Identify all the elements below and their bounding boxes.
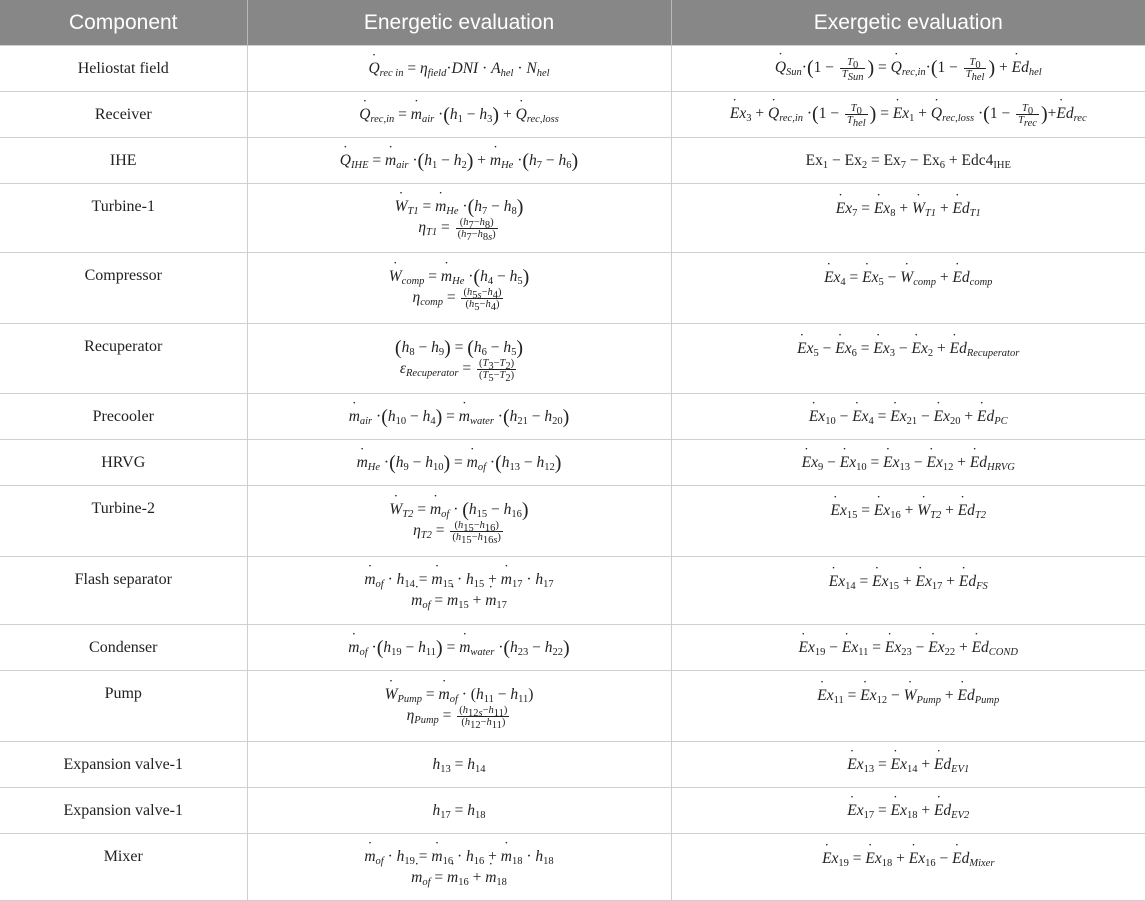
- energetic-equation: ˙ $Q_{rec in} = \eta_{field}\cdot DNI \cdot A_{hel} \cdot N_{hel}$: [247, 46, 671, 92]
- table-row: [0, 625, 1145, 671]
- component-name: Recuperator: [0, 324, 247, 394]
- component-name: HRVG: [0, 440, 247, 486]
- component-name: Turbine-2: [0, 486, 247, 557]
- table-row: [0, 486, 1145, 557]
- exergetic-equation: ˙ $Q_{Sun}\cdot(1$ − $\frac{T_0}{T_{Sun}}$ ) = ˙ $Q_{rec,in}\cdot(1$ − $\frac{T_0}{T_{hel}}$ ) + ˙ $Ed_{hel}$: [671, 46, 1145, 92]
- component-name: Condenser: [0, 625, 247, 671]
- energetic-equation: ˙ $m_{air} \cdot(h_{10} - h_4)$ = ˙ $m_{water} \cdot(h_{21} - h_{20})$: [247, 394, 671, 440]
- table-row: [0, 394, 1145, 440]
- energetic-equation: ˙ $W_{T1}$ = ˙ $m_{He} \cdot(h_7 - h_8)$ $\eta_{T1}$ = $\frac{(h_7-h_8)}{(h_7-h_{8s})}$: [247, 184, 671, 253]
- table-row: [0, 138, 1145, 184]
- table-row: [0, 184, 1145, 253]
- table-row: [0, 324, 1145, 394]
- energetic-equation: ˙ $Q_{rec,in}$ = ˙ $m_{air} \cdot(h_1 - h_3)$ + ˙ $Q_{rec,loss}$: [247, 92, 671, 138]
- component-name: Receiver: [0, 92, 247, 138]
- energetic-equation: ˙ $m_{of} \cdot h_{14}$ = ˙ $m_{15} \cdot h_{15}$ + ˙ $m_{17} \cdot h_{17}$ ˙ $m_{of}$ = ˙ $m_{15}$ + ˙ $m_{17}$: [247, 557, 671, 625]
- energetic-equation: ˙ $m_{of} \cdot(h_{19} - h_{11})$ = ˙ $m_{water} \cdot(h_{23} - h_{22})$: [247, 625, 671, 671]
- exergetic-equation: ˙ $Ex_{15}$ = ˙ $Ex_{16}$ + ˙ $W_{T2}$ + ˙ $Ed_{T2}$: [671, 486, 1145, 557]
- table-row: [0, 92, 1145, 138]
- component-name: Pump: [0, 671, 247, 742]
- energetic-equation: $(h_8 - h_9) = (h_6 - h_5)$ $\varepsilon_{Recuperator}$ = $\frac{(T_3-T_2)}{(T_5-T_2)}$: [247, 324, 671, 394]
- exergetic-equation: ˙ $Ex_7$ = ˙ $Ex_8$ + ˙ $W_{T1}$ + ˙ $Ed_{T1}$: [671, 184, 1145, 253]
- exergetic-equation: ˙ $Ex_4$ = ˙ $Ex_5$ − ˙ $W_{comp}$ + ˙ $Ed_{comp}$: [671, 253, 1145, 324]
- table-row: [0, 253, 1145, 324]
- exergetic-equation: ˙ $Ex_{19}$ − ˙ $Ex_{11}$ = ˙ $Ex_{23}$ − ˙ $Ex_{22}$ + ˙ $Ed_{COND}$: [671, 625, 1145, 671]
- energetic-equation: ˙ $m_{He} \cdot(h_9 - h_{10})$ = ˙ $m_{of} \cdot(h_{13} - h_{12})$: [247, 440, 671, 486]
- component-name: Expansion valve-1: [0, 788, 247, 834]
- energetic-equation: $h_{17} = h_{18}$: [247, 788, 671, 834]
- header-row: [0, 0, 1145, 46]
- header-energetic: Energetic evaluation: [247, 0, 671, 46]
- table-row: [0, 742, 1145, 788]
- header-exergetic: Exergetic evaluation: [671, 0, 1145, 46]
- exergetic-equation: ˙ $Ex_{11}$ = ˙ $Ex_{12}$ − ˙ $W_{Pump}$ + ˙ $Ed_{Pump}$: [671, 671, 1145, 742]
- energetic-equation: ˙ $m_{of} \cdot h_{19}$ = ˙ $m_{16} \cdot h_{16}$ + ˙ $m_{18} \cdot h_{18}$ ˙ $m_{of}$ = ˙ $m_{16}$ + ˙ $m_{18}$: [247, 834, 671, 901]
- energetic-equation: ˙ $W_{T2}$ = ˙ $m_{of} \cdot (h_{15} - h_{16})$ $\eta_{T2}$ = $\frac{(h_{15}-h_{16})}{(h_{15}-h_{16s})}$: [247, 486, 671, 557]
- exergetic-equation: $Ex_1 - Ex_2 = Ex_7 - Ex_6 + Edc4_{IHE}$: [671, 138, 1145, 184]
- energetic-equation: $h_{13} = h_{14}$: [247, 742, 671, 788]
- exergetic-equation: ˙ $Ex_{10}$ − ˙ $Ex_4$ = ˙ $Ex_{21}$ − ˙ $Ex_{20}$ + ˙ $Ed_{PC}$: [671, 394, 1145, 440]
- table-row: [0, 834, 1145, 901]
- component-name: Heliostat field: [0, 46, 247, 92]
- exergetic-equation: ˙ $Ex_{14}$ = ˙ $Ex_{15}$ + ˙ $Ex_{17}$ + ˙ $Ed_{FS}$: [671, 557, 1145, 625]
- component-name: Expansion valve-1: [0, 742, 247, 788]
- exergetic-equation: ˙ $Ex_{19}$ = ˙ $Ex_{18}$ + ˙ $Ex_{16}$ − ˙ $Ed_{Mixer}$: [671, 834, 1145, 901]
- component-name: Compressor: [0, 253, 247, 324]
- exergetic-equation: ˙ $Ex_{13}$ = ˙ $Ex_{14}$ + ˙ $Ed_{EV1}$: [671, 742, 1145, 788]
- component-name: IHE: [0, 138, 247, 184]
- exergetic-equation: ˙ $Ex_3$ + ˙ $Q_{rec,in} \cdot(1$ − $\frac{T_0}{T_{hel}}$ ) = ˙ $Ex_1$ + ˙ $Q_{rec,loss} \cdot(1$ − $\frac{T_0}{T_{rec}}$ )+˙ $Ed_{rec}$: [671, 92, 1145, 138]
- table-row: [0, 788, 1145, 834]
- component-name: Turbine-1: [0, 184, 247, 253]
- header-component: Component: [0, 0, 247, 46]
- component-name: Mixer: [0, 834, 247, 901]
- exergetic-equation: ˙ $Ex_5$ − ˙ $Ex_6$ = ˙ $Ex_3$ − ˙ $Ex_2$ + ˙ $Ed_{Recuperator}$: [671, 324, 1145, 394]
- table-row: [0, 440, 1145, 486]
- energetic-equation: ˙ $W_{comp}$ = ˙ $m_{He} \cdot(h_4 - h_5)$ $\eta_{comp}$ = $\frac{(h_{5s}-h_4)}{(h_5-h_4)}$: [247, 253, 671, 324]
- component-name: Flash separator: [0, 557, 247, 625]
- exergetic-equation: ˙ $Ex_{17}$ = ˙ $Ex_{18}$ + ˙ $Ed_{EV2}$: [671, 788, 1145, 834]
- energetic-equation: ˙ $W_{Pump}$ = ˙ $m_{of} \cdot (h_{11} - h_{11})$ $\eta_{Pump}$ = $\frac{(h_{12s}-h_{11})}{(h_{12}-h_{11})}$: [247, 671, 671, 742]
- table-row: [0, 671, 1145, 742]
- component-name: Precooler: [0, 394, 247, 440]
- energetic-equation: ˙ $Q_{IHE}$ = ˙ $m_{air} \cdot(h_1 - h_2)$ + ˙ $m_{He} \cdot(h_7 - h_6)$: [247, 138, 671, 184]
- table-row: [0, 46, 1145, 92]
- table-row: [0, 557, 1145, 625]
- exergetic-equation: ˙ $Ex_9$ − ˙ $Ex_{10}$ = ˙ $Ex_{13}$ − ˙ $Ex_{12}$ + ˙ $Ed_{HRVG}$: [671, 440, 1145, 486]
